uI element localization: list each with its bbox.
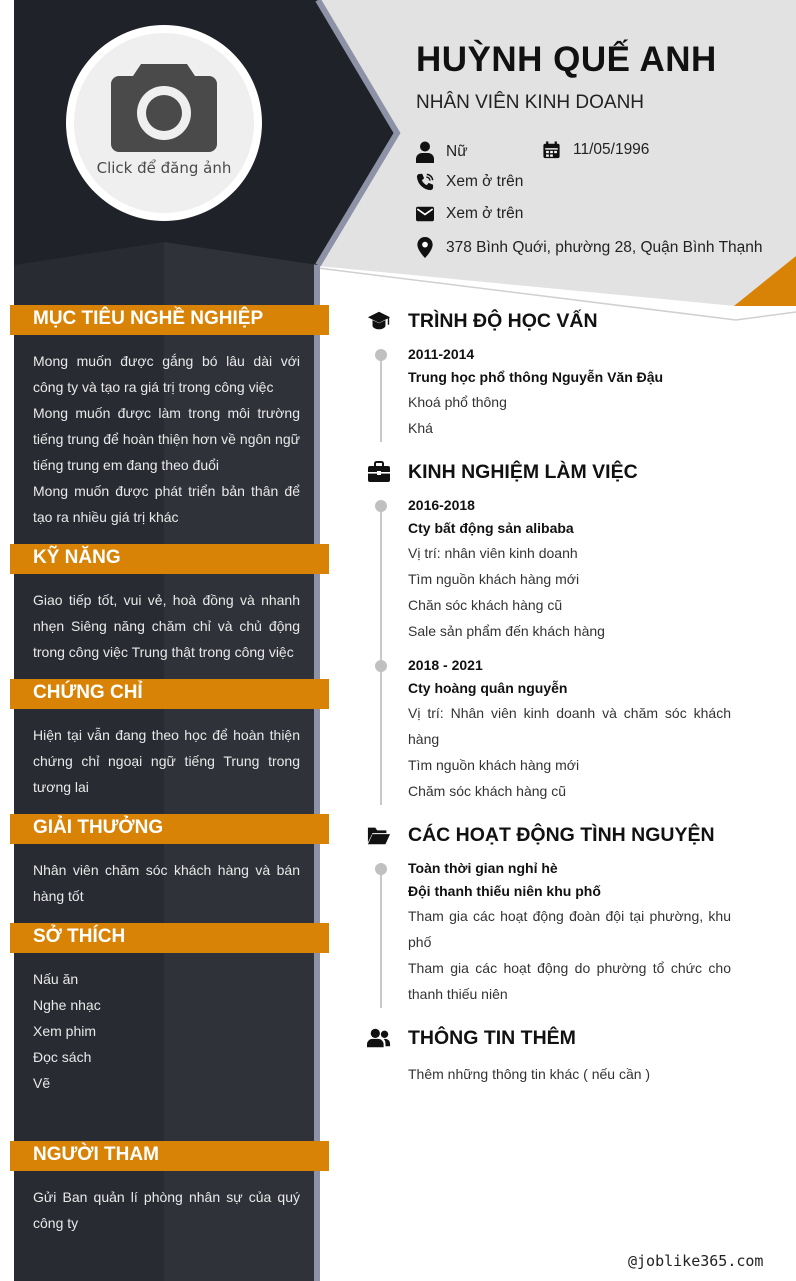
birthday-value: 11/05/1996 <box>573 141 650 158</box>
phone-row <box>416 173 523 191</box>
education-timeline <box>380 354 382 442</box>
entry-org: Trung học phổ thông Nguyễn Văn Đậu <box>408 369 664 385</box>
additional-info-entry <box>408 1061 731 1087</box>
additional-info-text: Thêm những thông tin khác ( nếu cần ) <box>408 1066 651 1082</box>
skills-text: Giao tiếp tốt, vui vẻ, hoà đồng và nhanh nhẹn Siêng năng chăm chỉ và chủ động trong công việc Trung thật trong công việc <box>33 592 300 660</box>
email-value: Xem ở trên <box>446 205 524 222</box>
entry-org: Đội thanh thiếu niên khu phố <box>408 883 601 899</box>
timeline-dot <box>375 660 387 672</box>
education-title: TRÌNH ĐỘ HỌC VẤN <box>408 310 598 332</box>
entry-line: Tìm nguồn khách hàng mới <box>408 757 580 773</box>
references-text: Gửi Ban quản lí phòng nhân sự của quý công ty <box>33 1189 300 1231</box>
hobby-item: Xem phim <box>33 1023 97 1039</box>
experience-entry <box>408 654 731 804</box>
hobby-item: Đọc sách <box>33 1049 92 1065</box>
job-title: NHÂN VIÊN KINH DOANH <box>416 92 645 113</box>
hobby-item: Nghe nhạc <box>33 997 101 1013</box>
candidate-name: HUỲNH QUẾ ANH <box>416 40 717 79</box>
entry-org: Cty hoàng quân nguyễn <box>408 680 568 696</box>
email-row <box>416 205 523 223</box>
certificates-text: Hiện tại vẫn đang theo học để hoàn thiện chứng chỉ ngoại ngữ tiếng Trung trong tương lai <box>33 727 300 795</box>
certificates-heading: CHỨNG CHỈ <box>10 679 329 709</box>
entry-line: Chăm sóc khách hàng cũ <box>408 783 566 799</box>
folder-open-icon <box>367 823 391 847</box>
envelope-icon <box>416 206 434 222</box>
entry-line: Tham gia các hoạt động đoàn đội tại phường, khu phố <box>408 908 731 950</box>
profile-photo-placeholder[interactable] <box>66 25 262 221</box>
volunteer-title: CÁC HOẠT ĐỘNG TÌNH NGUYỆN <box>408 824 715 846</box>
hobbies-heading: SỞ THÍCH <box>10 923 329 953</box>
address-value: 378 Bình Quới, phường 28, Quận Bình Thạnh <box>446 238 763 256</box>
person-icon <box>416 141 434 163</box>
entry-line: Chăn sóc khách hàng cũ <box>408 597 563 613</box>
phone-value: Xem ở trên <box>446 173 524 190</box>
education-entry <box>408 343 731 441</box>
references-heading: NGƯỜI THAM <box>10 1141 329 1171</box>
experience-title: KINH NGHIỆM LÀM VIỆC <box>408 461 638 483</box>
career-goal-line: Mong muốn được gắng bó lâu dài với công ty và tạo ra giá trị trong công việc <box>33 353 300 395</box>
users-icon <box>367 1026 391 1050</box>
camera-icon <box>111 60 217 152</box>
awards-heading: GIẢI THƯỞNG <box>10 814 329 844</box>
career-goal-line: Mong muốn được làm trong môi trường tiếng trung để hoàn thiện hơn về ngôn ngữ tiếng trung em đang theo đuổi <box>33 405 300 473</box>
entry-period: Toàn thời gian nghỉ hè <box>408 860 558 876</box>
experience-entry <box>408 494 731 644</box>
additional-info-title: THÔNG TIN THÊM <box>408 1027 576 1049</box>
photo-caption: Click để đăng ảnh <box>96 159 232 177</box>
career-goal-line: Mong muốn được phát triển bản thân để tạo ra nhiều giá trị khác <box>33 483 300 525</box>
volunteer-timeline <box>380 868 382 1008</box>
hobby-item: Vẽ <box>33 1075 51 1091</box>
entry-line: Sale sản phẩm đến khách hàng <box>408 623 605 639</box>
gender-row <box>416 141 468 163</box>
entry-line: Vị trí: nhân viên kinh doanh <box>408 545 578 561</box>
calendar-icon <box>542 141 561 159</box>
hobby-item: Nấu ăn <box>33 971 79 987</box>
volunteer-entry <box>408 857 731 1007</box>
entry-line: Tham gia các hoạt động do phường tổ chức cho thanh thiếu niên <box>408 960 731 1002</box>
graduation-cap-icon <box>367 309 391 333</box>
entry-line: Vị trí: Nhân viên kinh doanh và chăm sóc khách hàng <box>408 705 731 747</box>
watermark: @joblike365.com <box>628 1252 764 1270</box>
experience-timeline <box>380 505 382 805</box>
entry-period: 2016-2018 <box>408 497 475 513</box>
entry-period: 2011-2014 <box>408 346 475 362</box>
map-pin-icon <box>416 237 434 258</box>
timeline-dot <box>375 349 387 361</box>
career-goal-text <box>33 348 300 530</box>
address-row <box>416 237 763 258</box>
entry-line: Khá <box>408 420 433 436</box>
entry-period: 2018 - 2021 <box>408 657 483 673</box>
entry-line: Khoá phổ thông <box>408 394 507 410</box>
career-goal-heading: MỤC TIÊU NGHỀ NGHIỆP <box>10 305 329 335</box>
phone-icon <box>416 173 434 191</box>
awards-text: Nhân viên chăm sóc khách hàng và bán hàng tốt <box>33 862 300 904</box>
birthday-row <box>542 141 649 159</box>
timeline-dot <box>375 863 387 875</box>
entry-line: Tìm nguồn khách hàng mới <box>408 571 580 587</box>
gender-value: Nữ <box>446 143 468 160</box>
hobbies-list <box>33 966 300 1096</box>
timeline-dot <box>375 500 387 512</box>
skills-heading: KỸ NĂNG <box>10 544 329 574</box>
entry-org: Cty bất động sản alibaba <box>408 520 574 536</box>
briefcase-icon <box>367 460 391 484</box>
